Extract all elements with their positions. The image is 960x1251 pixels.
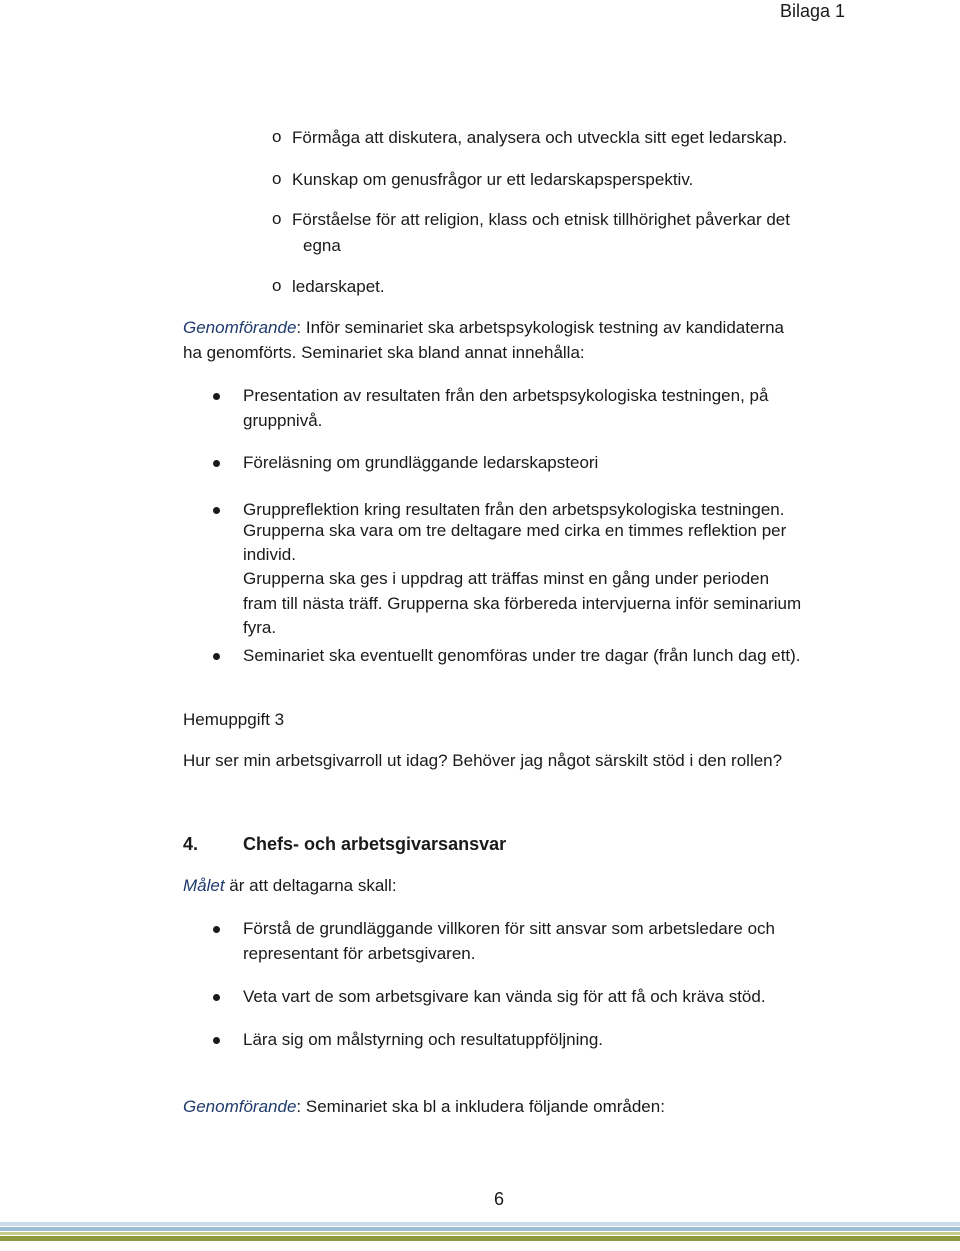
malet-label: Målet [183, 876, 225, 895]
bullet-icon [213, 994, 220, 1001]
genomforande-label: Genomförande [183, 1097, 297, 1116]
list-marker: o [272, 127, 282, 146]
bullet-icon [213, 1037, 220, 1044]
footer-stripe [0, 1232, 960, 1235]
list-item: ledarskapet. [292, 277, 385, 296]
genomforande-paragraph-2 [183, 1095, 665, 1119]
section-number: 4. [183, 834, 199, 854]
section-title: Chefs- och arbetsgivarsansvar [243, 834, 507, 854]
header-label: Bilaga 1 [780, 1, 846, 21]
bullet-icon [213, 393, 220, 400]
genomforande-text: : Inför seminariet ska arbetspsykologisk testning av kandidaterna [296, 318, 784, 337]
genomforande-label: Genomförande [183, 318, 297, 337]
list-item: Presentation av resultaten från den arbetspsykologiska testningen, på [243, 386, 769, 405]
list-item-continuation: individ. [243, 545, 296, 564]
footer-stripe [0, 1236, 960, 1241]
footer-stripe [0, 1222, 960, 1226]
list-item-continuation: Grupperna ska ges i uppdrag att träffas minst en gång under perioden [243, 569, 770, 588]
list-item-continuation: fyra. [243, 618, 277, 637]
list-item-continuation: fram till nästa träff. Grupperna ska förbereda intervjuerna inför seminarium [243, 594, 802, 613]
list-item: Förstå de grundläggande villkoren för sitt ansvar som arbetsledare och [243, 919, 776, 938]
list-item: Förmåga att diskutera, analysera och utveckla sitt eget ledarskap. [292, 128, 788, 147]
genomforande-text-line2: ha genomförts. Seminariet ska bland annat innehålla: [183, 343, 585, 362]
list-marker: o [272, 209, 282, 228]
list-marker: o [272, 169, 282, 188]
list-item-continuation: egna [303, 236, 341, 255]
hemuppgift-title: Hemuppgift 3 [183, 710, 285, 729]
list-item-continuation: Grupperna ska vara om tre deltagare med cirka en timmes reflektion per [243, 521, 787, 540]
bullet-icon [213, 926, 220, 933]
bullet-icon [213, 460, 220, 467]
page-number: 6 [494, 1189, 505, 1209]
footer-stripe [0, 1227, 960, 1231]
malet-text: är att deltagarna skall: [224, 876, 397, 895]
list-item: Lära sig om målstyrning och resultatuppföljning. [243, 1030, 604, 1049]
malet-paragraph [183, 874, 397, 898]
hemuppgift-question: Hur ser min arbetsgivarroll ut idag? Behöver jag något särskilt stöd i den rollen? [183, 751, 783, 770]
list-item: Förståelse för att religion, klass och etnisk tillhörighet påverkar det [292, 210, 790, 229]
bullet-icon [213, 653, 220, 660]
list-item: Seminariet ska eventuellt genomföras under tre dagar (från lunch dag ett). [243, 646, 801, 665]
list-item: Gruppreflektion kring resultaten från den arbetspsykologiska testningen. [243, 500, 785, 519]
list-item: Kunskap om genusfrågor ur ett ledarskapsperspektiv. [292, 170, 694, 189]
list-item: Veta vart de som arbetsgivare kan vända sig för att få och kräva stöd. [243, 987, 766, 1006]
list-marker: o [272, 276, 282, 295]
bullet-icon [213, 507, 220, 514]
list-item: Föreläsning om grundläggande ledarskapsteori [243, 453, 599, 472]
list-item-continuation: gruppnivå. [243, 411, 323, 430]
genomforande-text: : Seminariet ska bl a inkludera följande områden: [296, 1097, 665, 1116]
list-item-continuation: representant för arbetsgivaren. [243, 944, 476, 963]
